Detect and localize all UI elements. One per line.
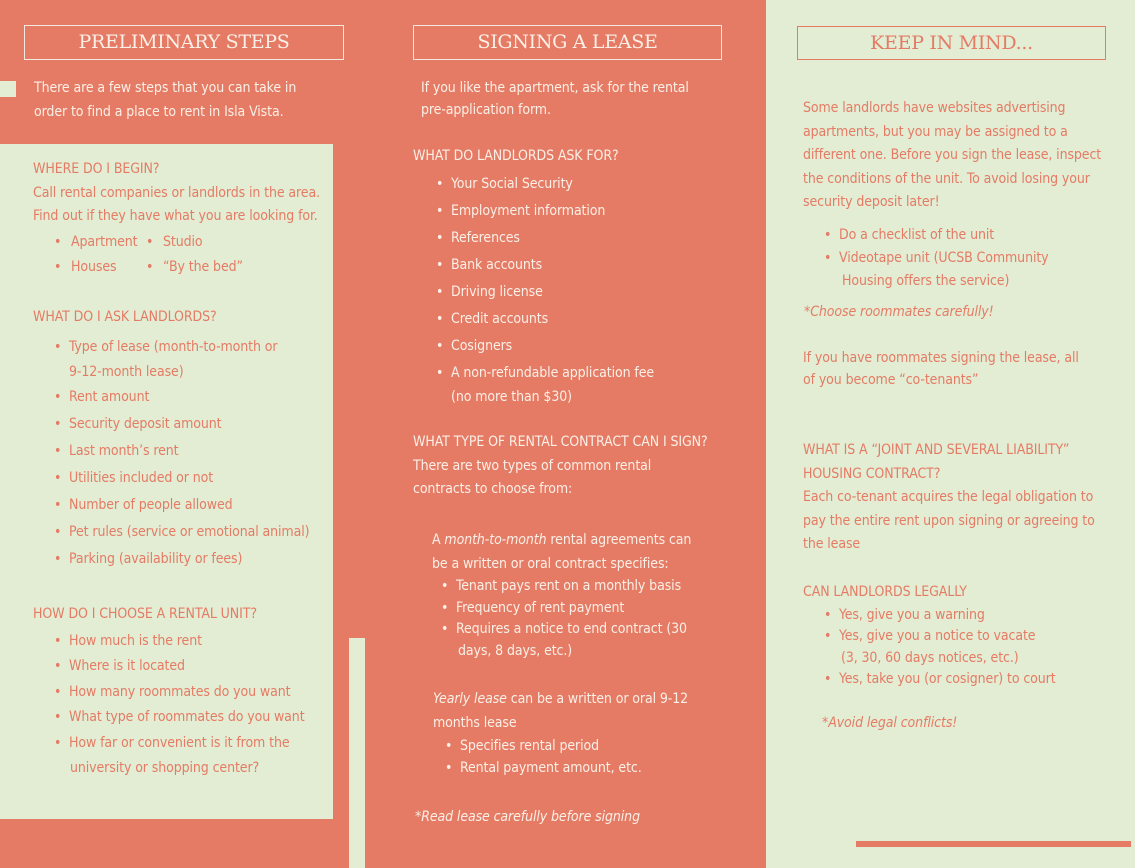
list-item: • Your Social Security xyxy=(433,171,743,198)
list-item: • Specifies rental period xyxy=(442,735,733,757)
col2-section-landlords-ask xyxy=(413,145,743,408)
list-item: • Number of people allowed xyxy=(51,492,333,519)
list-item: • What type of roommates do you want xyxy=(51,705,333,731)
text-line: the lease xyxy=(803,536,861,552)
text-line: apartments, but you may be assigned to a xyxy=(803,123,1068,140)
col2-intro-line1: If you like the apartment, ask for the rental xyxy=(421,80,689,96)
text-line: Yearly lease can be a written or oral 9-12 xyxy=(433,691,689,707)
list-item: • Bank accounts xyxy=(433,252,743,279)
list-item: • Cosigners xyxy=(433,333,743,360)
text-line: Find out if they have what you are looking for. xyxy=(33,208,318,224)
col3-note-roommates: *Choose roommates carefully! xyxy=(804,304,994,320)
col1-section-begin xyxy=(33,158,333,281)
list-item: “By the bed” xyxy=(163,258,243,275)
list-item: • How many roommates do you want xyxy=(51,680,333,706)
list-item: • Tenant pays rent on a monthly basis xyxy=(438,576,732,598)
text-line: months lease xyxy=(433,714,517,731)
text-line: Call rental companies or landlords in the area. xyxy=(33,184,320,201)
text-line: different one. Before you sign the lease, inspect xyxy=(803,147,1102,163)
text-line: be a written or oral contract specifies: xyxy=(432,555,669,572)
bullet-dot: • xyxy=(54,258,62,275)
list-item: • Requires a notice to end contract (30 days, 8 days, etc.) xyxy=(438,619,732,662)
col3-title: KEEP IN MIND... xyxy=(797,26,1106,60)
list-item: • Rent amount xyxy=(51,384,333,411)
list-item: • Frequency of rent payment xyxy=(438,598,732,620)
list-item: • Yes, give you a notice to vacate (3, 30, 60 days notices, etc.) xyxy=(821,626,1123,669)
section-heading: WHAT DO LANDLORDS ASK FOR? xyxy=(413,148,619,164)
list-item: • Last month’s rent xyxy=(51,438,333,465)
list-item: • References xyxy=(433,225,743,252)
emphasis: month-to-month xyxy=(444,532,547,548)
col3-inspect-list xyxy=(821,223,1121,292)
text-line: If you have roommates signing the lease, all xyxy=(803,350,1079,366)
legally-list xyxy=(821,605,1123,691)
section-heading: CAN LANDLORDS LEGALLY xyxy=(803,584,967,600)
list-item: • Type of lease (month-to-month or 9-12-month lease) xyxy=(51,334,333,384)
list-item: • Credit accounts xyxy=(433,306,743,333)
section-heading: WHAT DO I ASK LANDLORDS? xyxy=(33,309,217,325)
text-line: the conditions of the unit. To avoid losing your xyxy=(803,170,1090,187)
section-heading: WHAT TYPE OF RENTAL CONTRACT CAN I SIGN? xyxy=(413,434,708,450)
text-line: pay the entire rent upon signing or agreeing to xyxy=(803,512,1095,529)
col2-mint-strip xyxy=(349,638,365,868)
col2-note: *Read lease carefully before signing xyxy=(415,809,640,825)
col2-intro-line2: pre-application form. xyxy=(421,102,551,118)
col1-intro-line2: order to find a place to rent in Isla Vista. xyxy=(34,103,284,120)
col1-title: PRELIMINARY STEPS xyxy=(24,25,344,60)
list-item: • Yes, take you (or cosigner) to court xyxy=(821,669,1123,691)
section-heading: HOW DO I CHOOSE A RENTAL UNIT? xyxy=(33,606,257,622)
section-heading: WHAT IS A “JOINT AND SEVERAL LIABILITY” xyxy=(803,442,1070,458)
list-item: • Security deposit amount xyxy=(51,411,333,438)
text-line: A month-to-month rental agreements can xyxy=(432,532,692,548)
m2m-list xyxy=(438,576,732,662)
list-item: • Driving license xyxy=(433,279,743,306)
list-item: • Yes, give you a warning xyxy=(821,605,1123,627)
col2-yearly xyxy=(433,688,733,779)
col2-section-contract xyxy=(413,431,743,502)
col1-section-choose xyxy=(33,603,333,782)
emphasis: Yearly lease xyxy=(433,691,507,707)
landlords-ask-list xyxy=(433,171,743,408)
col3-section-legally xyxy=(803,581,1123,691)
col1-intro xyxy=(34,77,334,124)
col2-intro xyxy=(421,77,741,121)
text-line: Some landlords have websites advertising xyxy=(803,100,1066,116)
list-item: • Utilities included or not xyxy=(51,465,333,492)
list-item: • How much is the rent xyxy=(51,629,333,655)
text-line: There are two types of common rental xyxy=(413,457,652,474)
bullet-dot: • xyxy=(146,233,154,250)
text-line: of you become “co-tenants” xyxy=(803,372,979,388)
text-line: Each co-tenant acquires the legal obligation to xyxy=(803,489,1094,505)
section-heading: WHERE DO I BEGIN? xyxy=(33,161,160,177)
col3-note-legal: *Avoid legal conflicts! xyxy=(822,715,958,731)
bullet-row xyxy=(33,256,333,281)
yearly-list xyxy=(442,735,733,779)
text-line: security deposit later! xyxy=(803,194,940,210)
list-item: • Employment information xyxy=(433,198,743,225)
list-item: • Pet rules (service or emotional animal) xyxy=(51,519,333,546)
list-item: • A non-refundable application fee (no more than $30) xyxy=(433,360,743,408)
col1-section-ask xyxy=(33,306,333,573)
list-item: • Parking (availability or fees) xyxy=(51,546,333,573)
col3-bottom-rule xyxy=(856,841,1131,847)
ask-list xyxy=(51,334,333,573)
list-item: • Where is it located xyxy=(51,654,333,680)
section-heading: HOUSING CONTRACT? xyxy=(803,465,941,482)
list-item: • Videotape unit (UCSB Community Housing offers the service) xyxy=(821,247,1121,292)
list-item: • How far or convenient is it from the university or shopping center? xyxy=(51,731,333,782)
choose-list xyxy=(51,629,333,782)
col3-section-joint xyxy=(803,439,1123,557)
col2-title: SIGNING A LEASE xyxy=(413,25,722,60)
col3-para2 xyxy=(803,347,1123,391)
col1-intro-line1: There are a few steps that you can take in xyxy=(34,80,297,96)
bullet-dot: • xyxy=(54,233,62,250)
list-item: • Rental payment amount, etc. xyxy=(442,757,733,779)
list-item: Apartment xyxy=(71,233,138,250)
text-line: contracts to choose from: xyxy=(413,481,573,497)
bullet-dot: • xyxy=(146,258,154,275)
col1-mint-tab xyxy=(0,81,16,97)
bullet-row xyxy=(33,231,333,256)
list-item: Houses xyxy=(71,258,117,275)
list-item: • Do a checklist of the unit xyxy=(821,223,1121,247)
col3-para1 xyxy=(803,97,1123,215)
list-item: Studio xyxy=(163,233,203,250)
col2-month-to-month xyxy=(432,529,732,662)
